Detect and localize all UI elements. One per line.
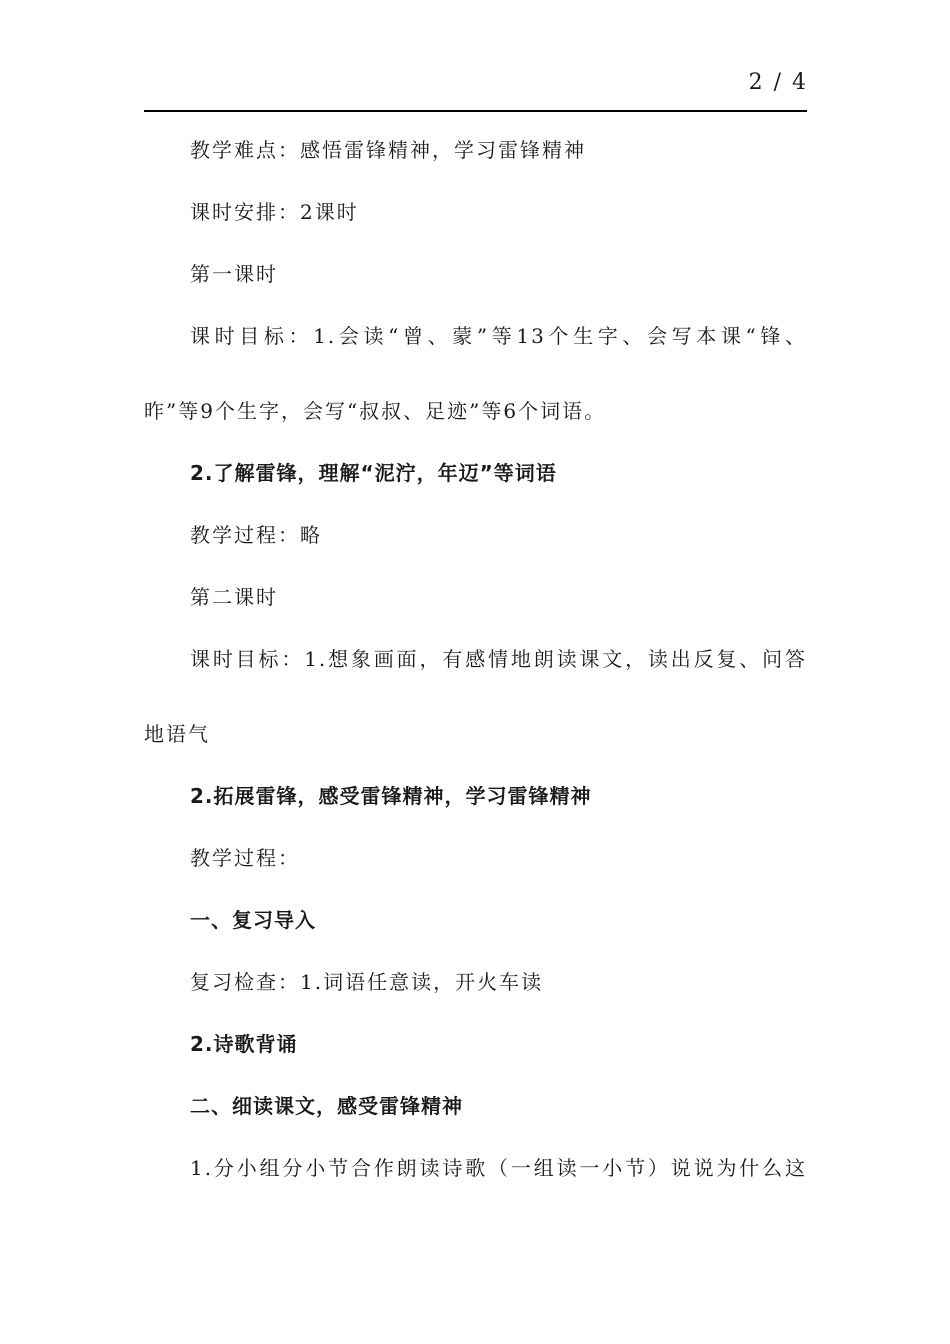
paragraph-lesson-goal-2-line2: 地语气: [144, 722, 210, 746]
page-number: 2 / 4: [748, 70, 808, 95]
paragraph-review-check: 复习检查：1.词语任意读，开火车读: [190, 970, 544, 994]
paragraph-teaching-process-omitted: 教学过程：略: [190, 523, 322, 547]
paragraph-lesson-goal-1-item2: 2.了解雷锋，理解“泥泞，年迈”等词语: [190, 461, 557, 485]
paragraph-lesson-goal-2-item2: 2.拓展雷锋，感受雷锋精神，学习雷锋精神: [190, 784, 592, 808]
document-body: [144, 130, 807, 1188]
paragraph-lesson-goal-1-line2: 昨”等9个生字，会写“叔叔、足迹”等6个词语。: [144, 399, 607, 423]
paragraph-poem-recitation: 2.诗歌背诵: [190, 1032, 298, 1056]
heading-review-intro: 一、复习导入: [190, 908, 316, 932]
heading-close-reading: 二、细读课文，感受雷锋精神: [190, 1094, 463, 1118]
paragraph-lesson-goal-2-line1: 课时目标：1.想象画面，有感情地朗读课文，读出反复、问答: [190, 647, 807, 671]
paragraph-teaching-difficulty: 教学难点：感悟雷锋精神，学习雷锋精神: [190, 138, 586, 162]
header-rule: [144, 110, 807, 112]
heading-teaching-process: 教学过程：: [190, 846, 300, 870]
heading-first-lesson: 第一课时: [190, 262, 278, 286]
paragraph-lesson-goal-1-line1: 课时目标：1.会读“曾、蒙”等13个生字、会写本课“锋、: [190, 324, 807, 348]
heading-second-lesson: 第二课时: [190, 585, 278, 609]
paragraph-group-reading: 1.分小组分小节合作朗读诗歌（一组读一小节）说说为什么这: [190, 1156, 807, 1180]
paragraph-class-schedule: 课时安排：2课时: [190, 200, 359, 224]
